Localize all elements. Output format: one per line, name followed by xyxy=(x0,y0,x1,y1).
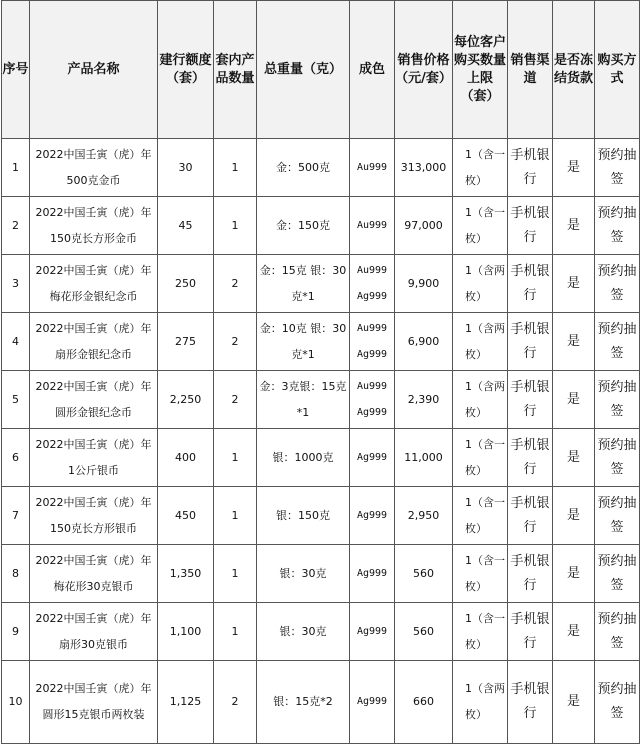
header-channel: 销售渠道 xyxy=(508,1,553,139)
cell-price: 2,390 xyxy=(395,371,453,429)
cell-weight: 金：10克 银：30克*1 xyxy=(257,313,350,371)
cell-name: 2022中国壬寅（虎）年梅花形金银纪念币 xyxy=(30,255,158,313)
cell-fineness: Au999 Ag999 xyxy=(350,255,395,313)
cell-issue: 275 xyxy=(158,313,214,371)
cell-issue: 400 xyxy=(158,429,214,487)
cell-weight: 金：500克 xyxy=(257,139,350,197)
cell-method: 预约抽签 xyxy=(595,371,640,429)
cell-limit: 1（含两枚） xyxy=(453,313,508,371)
cell-channel: 手机银行 xyxy=(508,661,553,744)
header-price: 销售价格（元/套） xyxy=(395,1,453,139)
cell-name: 2022中国壬寅（虎）年梅花形30克银币 xyxy=(30,545,158,603)
cell-channel: 手机银行 xyxy=(508,603,553,661)
cell-frozen: 是 xyxy=(553,255,595,313)
cell-method: 预约抽签 xyxy=(595,661,640,744)
cell-price: 313,000 xyxy=(395,139,453,197)
cell-method: 预约抽签 xyxy=(595,545,640,603)
cell-seq: 1 xyxy=(2,139,30,197)
cell-channel: 手机银行 xyxy=(508,255,553,313)
cell-method: 预约抽签 xyxy=(595,197,640,255)
cell-qty: 1 xyxy=(214,139,257,197)
cell-limit: 1（含一枚） xyxy=(453,487,508,545)
cell-qty: 1 xyxy=(214,487,257,545)
cell-seq: 6 xyxy=(2,429,30,487)
cell-issue: 1,350 xyxy=(158,545,214,603)
cell-frozen: 是 xyxy=(553,661,595,744)
cell-price: 9,900 xyxy=(395,255,453,313)
cell-limit: 1（含两枚） xyxy=(453,661,508,744)
cell-method: 预约抽签 xyxy=(595,487,640,545)
header-frozen: 是否冻结货款 xyxy=(553,1,595,139)
cell-fineness: Ag999 xyxy=(350,661,395,744)
cell-frozen: 是 xyxy=(553,371,595,429)
cell-method: 预约抽签 xyxy=(595,429,640,487)
header-name: 产品名称 xyxy=(30,1,158,139)
cell-seq: 3 xyxy=(2,255,30,313)
cell-fineness: Ag999 xyxy=(350,487,395,545)
cell-seq: 2 xyxy=(2,197,30,255)
cell-qty: 1 xyxy=(214,197,257,255)
cell-weight: 金：3克银：15克*1 xyxy=(257,371,350,429)
cell-qty: 2 xyxy=(214,255,257,313)
cell-weight: 银：1000克 xyxy=(257,429,350,487)
cell-weight: 银：15克*2 xyxy=(257,661,350,744)
table-row xyxy=(2,545,640,603)
cell-issue: 450 xyxy=(158,487,214,545)
cell-price: 560 xyxy=(395,545,453,603)
table-row xyxy=(2,661,640,744)
cell-price: 97,000 xyxy=(395,197,453,255)
cell-limit: 1（含一枚） xyxy=(453,197,508,255)
cell-limit: 1（含一枚） xyxy=(453,603,508,661)
cell-method: 预约抽签 xyxy=(595,139,640,197)
cell-weight: 银：30克 xyxy=(257,603,350,661)
cell-name: 2022中国壬寅（虎）年扇形30克银币 xyxy=(30,603,158,661)
cell-frozen: 是 xyxy=(553,313,595,371)
cell-fineness: Ag999 xyxy=(350,429,395,487)
cell-issue: 30 xyxy=(158,139,214,197)
cell-channel: 手机银行 xyxy=(508,429,553,487)
cell-seq: 5 xyxy=(2,371,30,429)
cell-channel: 手机银行 xyxy=(508,487,553,545)
header-method: 购买方式 xyxy=(595,1,640,139)
cell-qty: 2 xyxy=(214,371,257,429)
cell-channel: 手机银行 xyxy=(508,197,553,255)
cell-seq: 4 xyxy=(2,313,30,371)
table-row xyxy=(2,603,640,661)
header-qty: 套内产品数量 xyxy=(214,1,257,139)
cell-qty: 1 xyxy=(214,429,257,487)
cell-issue: 250 xyxy=(158,255,214,313)
cell-frozen: 是 xyxy=(553,139,595,197)
cell-channel: 手机银行 xyxy=(508,371,553,429)
cell-price: 660 xyxy=(395,661,453,744)
cell-weight: 金：15克 银：30克*1 xyxy=(257,255,350,313)
cell-name: 2022中国壬寅（虎）年500克金币 xyxy=(30,139,158,197)
cell-qty: 1 xyxy=(214,545,257,603)
cell-seq: 9 xyxy=(2,603,30,661)
cell-name: 2022中国壬寅（虎）年扇形金银纪念币 xyxy=(30,313,158,371)
cell-limit: 1（含两枚） xyxy=(453,255,508,313)
table-row xyxy=(2,197,640,255)
cell-fineness: Au999 Ag999 xyxy=(350,313,395,371)
table-row xyxy=(2,429,640,487)
header-row xyxy=(2,1,640,139)
table-row xyxy=(2,313,640,371)
cell-weight: 银：30克 xyxy=(257,545,350,603)
cell-method: 预约抽签 xyxy=(595,313,640,371)
header-fineness: 成色 xyxy=(350,1,395,139)
cell-issue: 45 xyxy=(158,197,214,255)
table-row xyxy=(2,487,640,545)
header-weight: 总重量（克） xyxy=(257,1,350,139)
cell-name: 2022中国壬寅（虎）年圆形金银纪念币 xyxy=(30,371,158,429)
cell-fineness: Ag999 xyxy=(350,545,395,603)
cell-issue: 2,250 xyxy=(158,371,214,429)
cell-fineness: Au999 xyxy=(350,139,395,197)
cell-issue: 1,125 xyxy=(158,661,214,744)
cell-limit: 1（含两枚） xyxy=(453,371,508,429)
header-limit: 每位客户购买数量上限（套） xyxy=(453,1,508,139)
cell-name: 2022中国壬寅（虎）年150克长方形金币 xyxy=(30,197,158,255)
cell-channel: 手机银行 xyxy=(508,545,553,603)
cell-weight: 金：150克 xyxy=(257,197,350,255)
cell-qty: 2 xyxy=(214,313,257,371)
cell-frozen: 是 xyxy=(553,429,595,487)
cell-issue: 1,100 xyxy=(158,603,214,661)
table-row xyxy=(2,255,640,313)
cell-frozen: 是 xyxy=(553,197,595,255)
cell-frozen: 是 xyxy=(553,603,595,661)
cell-price: 2,950 xyxy=(395,487,453,545)
cell-name: 2022中国壬寅（虎）年圆形15克银币两枚装 xyxy=(30,661,158,744)
cell-price: 11,000 xyxy=(395,429,453,487)
cell-fineness: Au999 Ag999 xyxy=(350,371,395,429)
cell-seq: 7 xyxy=(2,487,30,545)
header-issue: 建行额度（套） xyxy=(158,1,214,139)
cell-name: 2022中国壬寅（虎）年150克长方形银币 xyxy=(30,487,158,545)
cell-name: 2022中国壬寅（虎）年1公斤银币 xyxy=(30,429,158,487)
cell-weight: 银：150克 xyxy=(257,487,350,545)
cell-fineness: Au999 xyxy=(350,197,395,255)
cell-method: 预约抽签 xyxy=(595,603,640,661)
cell-qty: 1 xyxy=(214,603,257,661)
table-row xyxy=(2,139,640,197)
table-row xyxy=(2,371,640,429)
header-seq: 序号 xyxy=(2,1,30,139)
cell-limit: 1（含一枚） xyxy=(453,139,508,197)
cell-limit: 1（含一枚） xyxy=(453,429,508,487)
cell-fineness: Ag999 xyxy=(350,603,395,661)
cell-channel: 手机银行 xyxy=(508,313,553,371)
cell-seq: 8 xyxy=(2,545,30,603)
cell-price: 560 xyxy=(395,603,453,661)
cell-price: 6,900 xyxy=(395,313,453,371)
cell-limit: 1（含一枚） xyxy=(453,545,508,603)
cell-frozen: 是 xyxy=(553,487,595,545)
cell-seq: 10 xyxy=(2,661,30,744)
cell-frozen: 是 xyxy=(553,545,595,603)
product-table xyxy=(1,0,640,744)
cell-qty: 2 xyxy=(214,661,257,744)
cell-method: 预约抽签 xyxy=(595,255,640,313)
cell-channel: 手机银行 xyxy=(508,139,553,197)
